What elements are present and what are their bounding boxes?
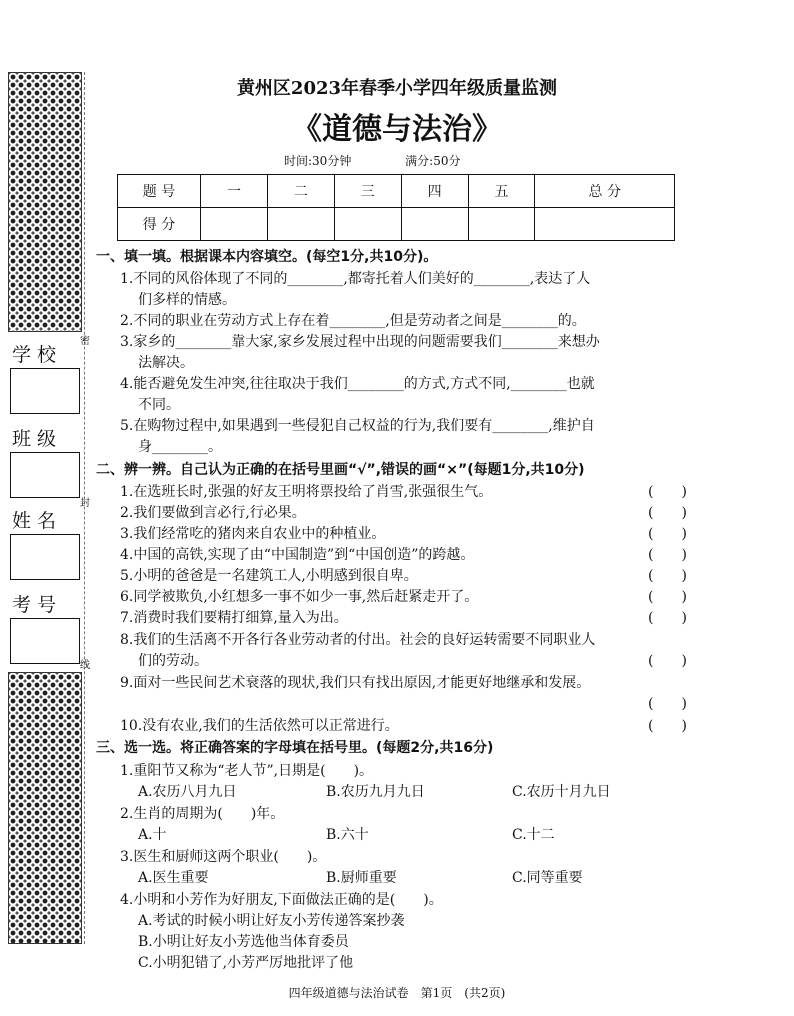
table-cell: 一 bbox=[201, 175, 268, 208]
exam-title: 黄州区2023年春季小学四年级质量监测 bbox=[236, 78, 558, 99]
score-cell[interactable] bbox=[535, 208, 675, 241]
table-cell: 五 bbox=[468, 175, 535, 208]
name-input-box[interactable] bbox=[10, 534, 80, 580]
seal-char-1: 密 bbox=[80, 336, 90, 347]
option-b: B.厨师重要 bbox=[326, 870, 397, 886]
answer-paren[interactable]: ( ) bbox=[648, 696, 687, 712]
seal-char-3: 线 bbox=[80, 660, 90, 671]
seal-char-2: 封 bbox=[80, 498, 90, 509]
table-cell: 题 号 bbox=[118, 175, 201, 208]
question-line: 们的劳动。 bbox=[138, 653, 208, 669]
class-label: 班 级 bbox=[12, 428, 57, 450]
question-line: 7.消费时我们要精打细算,量入为出。 bbox=[120, 610, 348, 626]
decorative-pattern-bottom bbox=[8, 672, 82, 944]
class-input-box[interactable] bbox=[10, 452, 80, 498]
score-table-score-row bbox=[118, 208, 675, 241]
option-b: B.农历九月九日 bbox=[326, 784, 425, 800]
answer-paren[interactable]: ( ) bbox=[648, 653, 687, 669]
answer-paren[interactable]: ( ) bbox=[648, 484, 687, 500]
question-line: 3.我们经常吃的猪肉来自农业中的种植业。 bbox=[120, 526, 386, 542]
question-line: 3.医生和厨师这两个职业( )。 bbox=[120, 849, 327, 865]
score-cell[interactable] bbox=[468, 208, 535, 241]
exam-info bbox=[284, 152, 460, 169]
question-line: 5.在购物过程中,如果遇到一些侵犯自己权益的行为,我们要有________,维护自 bbox=[120, 418, 595, 434]
section3-heading: 三、选一选。将正确答案的字母填在括号里。(每题2分,共16分) bbox=[96, 740, 494, 756]
score-table-header-row bbox=[118, 175, 675, 208]
school-input-box[interactable] bbox=[10, 368, 80, 414]
option-b: B.六十 bbox=[326, 827, 369, 843]
subject-title: 《道德与法治》 bbox=[292, 112, 502, 147]
question-line: 6.同学被欺负,小红想多一事不如少一事,然后赶紧走开了。 bbox=[120, 589, 479, 605]
question-line: 4.能否避免发生冲突,往往取决于我们________的方式,方式不同,________也就 bbox=[120, 376, 595, 392]
option-c: C.小明犯错了,小芳严厉地批评了他 bbox=[138, 955, 354, 971]
question-line: 9.面对一些民间艺术衰落的现状,我们只有找出原因,才能更好地继承和发展。 bbox=[120, 675, 591, 691]
question-line: 1.重阳节又称为“老人节”,日期是( )。 bbox=[120, 763, 374, 779]
section2-heading: 二、辨一辨。自己认为正确的在括号里画“√”,错误的画“×”(每题1分,共10分) bbox=[96, 462, 585, 478]
table-cell: 三 bbox=[334, 175, 401, 208]
option-a: A.农历八月九日 bbox=[138, 784, 237, 800]
full-score: 满分:50分 bbox=[405, 154, 461, 168]
answer-paren[interactable]: ( ) bbox=[648, 610, 687, 626]
answer-paren[interactable]: ( ) bbox=[648, 547, 687, 563]
question-line: 1.不同的风俗体现了不同的________,都寄托着人们美好的________,表达了人 bbox=[120, 271, 591, 287]
answer-paren[interactable]: ( ) bbox=[648, 589, 687, 605]
page-footer: 四年级道德与法治试卷 第1页 (共2页) bbox=[288, 986, 506, 1000]
question-line: 2.生肖的周期为( )年。 bbox=[120, 806, 285, 822]
question-line: 们多样的情感。 bbox=[138, 292, 236, 308]
option-a: A.十 bbox=[138, 827, 167, 843]
option-a: A.考试的时候小明让好友小芳传递答案抄袭 bbox=[138, 913, 405, 929]
score-cell[interactable] bbox=[401, 208, 468, 241]
score-cell[interactable] bbox=[267, 208, 334, 241]
answer-paren[interactable]: ( ) bbox=[648, 526, 687, 542]
question-line: 8.我们的生活离不开各行各业劳动者的付出。社会的良好运转需要不同职业人 bbox=[120, 632, 596, 648]
question-line: 2.不同的职业在劳动方式上存在着________,但是劳动者之间是________的。 bbox=[120, 313, 586, 329]
score-cell[interactable] bbox=[334, 208, 401, 241]
option-a: A.医生重要 bbox=[138, 870, 209, 886]
section1-heading: 一、填一填。根据课本内容填空。(每空1分,共10分)。 bbox=[96, 249, 438, 265]
question-line: 4.小明和小芳作为好朋友,下面做法正确的是( )。 bbox=[120, 892, 443, 908]
name-label: 姓 名 bbox=[12, 510, 57, 532]
question-line: 3.家乡的________靠大家,家乡发展过程中出现的问题需要我们________来想办 bbox=[120, 334, 600, 350]
question-line: 2.我们要做到言必行,行必果。 bbox=[120, 505, 306, 521]
score-table bbox=[117, 174, 675, 241]
option-c: C.农历十月九日 bbox=[512, 784, 611, 800]
option-c: C.十二 bbox=[512, 827, 555, 843]
question-line: 5.小明的爸爸是一名建筑工人,小明感到很自卑。 bbox=[120, 568, 418, 584]
answer-paren[interactable]: ( ) bbox=[648, 568, 687, 584]
exam-no-label: 考 号 bbox=[12, 594, 57, 616]
exam-no-input-box[interactable] bbox=[10, 618, 80, 664]
option-c: C.同等重要 bbox=[512, 870, 583, 886]
score-cell[interactable] bbox=[201, 208, 268, 241]
option-b: B.小明让好友小芳选他当体育委员 bbox=[138, 934, 349, 950]
question-line: 不同。 bbox=[138, 397, 180, 413]
school-label: 学 校 bbox=[12, 344, 57, 366]
question-line: 10.没有农业,我们的生活依然可以正常进行。 bbox=[120, 718, 399, 734]
question-line: 4.中国的高铁,实现了由“中国制造”到“中国创造”的跨越。 bbox=[120, 547, 475, 563]
table-cell: 二 bbox=[267, 175, 334, 208]
question-line: 身________。 bbox=[138, 439, 222, 455]
answer-paren[interactable]: ( ) bbox=[648, 718, 687, 734]
question-line: 1.在选班长时,张强的好友王明将票投给了肖雪,张强很生气。 bbox=[120, 484, 493, 500]
table-cell: 总 分 bbox=[535, 175, 675, 208]
question-line: 法解决。 bbox=[138, 355, 194, 371]
table-cell: 四 bbox=[401, 175, 468, 208]
answer-paren[interactable]: ( ) bbox=[648, 505, 687, 521]
time-limit: 时间:30分钟 bbox=[284, 154, 352, 168]
table-cell: 得 分 bbox=[118, 208, 201, 241]
